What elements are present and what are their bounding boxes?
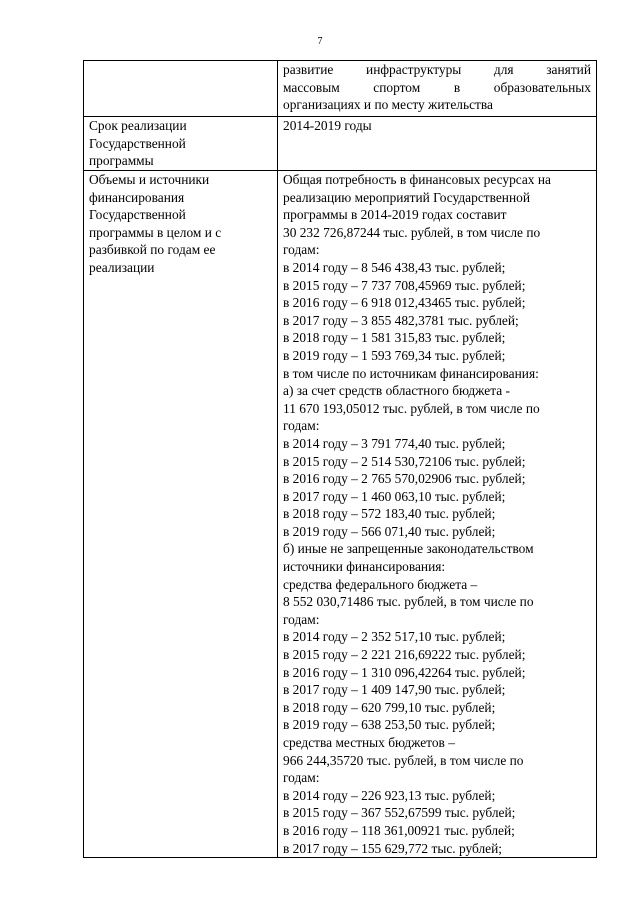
text-line: в 2014 году – 3 791 774,40 тыс. рублей; [283,435,506,451]
text-line: в 2016 году – 1 310 096,42264 тыс. рублей; [283,664,526,680]
text-line: Срок реализации [89,118,187,133]
text-line: в 2016 году – 6 918 012,43465 тыс. рублей; [283,295,526,311]
text-line: годам: [283,418,320,434]
label-cell-period [84,117,278,171]
text-line: средства местных бюджетов – [283,735,455,750]
text-line: источники финансирования: [283,559,446,575]
text-line: в 2017 году – 1 409 147,90 тыс. рублей; [283,682,506,698]
text-line: 11 670 193,05012 тыс. рублей, в том числе по [283,400,540,416]
text-line: 30 232 726,87244 тыс. рублей, в том числе по [283,224,541,240]
text-line: в 2018 году – 620 799,10 тыс. рублей; [283,699,496,715]
text-line: развитие инфраструктуры для занятий [283,62,591,77]
text-line: а) за счет средств областного бюджета - [283,383,510,399]
text-line: программы [89,153,154,169]
text-line: в 2016 году – 118 361,00921 тыс. рублей; [283,822,515,838]
text-line: в 2014 году – 8 546 438,43 тыс. рублей; [283,259,506,275]
text-line: Общая потребность в финансовых ресурсах на [283,172,551,187]
program-passport-table [83,60,597,858]
text-line: реализации [89,259,155,275]
value-cell-period [278,117,597,171]
text-line: Государственной [89,207,186,223]
text-line: в 2017 году – 155 629,772 тыс. рублей; [283,840,502,856]
text-line: Государственной [89,135,186,151]
text-line: массовым спортом в образовательных [283,79,591,95]
text-line: программы в целом и с [89,224,222,240]
text-line: в 2017 году – 1 460 063,10 тыс. рублей; [283,488,506,504]
text-line: в 2015 году – 367 552,67599 тыс. рублей; [283,805,516,821]
text-line: разбивкой по годам ее [89,242,216,258]
label-cell-empty [84,61,278,117]
text-line: финансирования [89,189,185,205]
text-line: в 2019 году – 638 253,50 тыс. рублей; [283,717,496,733]
table-row-financing [84,171,597,858]
text-line: в 2019 году – 1 593 769,34 тыс. рублей; [283,347,506,363]
table-row-period [84,117,597,171]
text-line: в 2015 году – 2 514 530,72106 тыс. рублей; [283,453,526,469]
text-line: средства федерального бюджета – [283,576,478,592]
text-line: годам: [283,770,320,786]
value-cell-goals [278,61,597,117]
text-line: в 2018 году – 1 581 315,83 тыс. рублей; [283,330,506,346]
label-cell-financing [84,171,278,858]
text-line: в 2016 году – 2 765 570,02906 тыс. рублей; [283,471,526,487]
text-line: б) иные не запрещенные законодательством [283,541,534,557]
text-line: Объемы и источники [89,172,210,187]
text-line: в 2015 году – 2 221 216,69222 тыс. рублей; [283,647,526,663]
text-line: в 2018 году – 572 183,40 тыс. рублей; [283,506,496,522]
text-line: 8 552 030,71486 тыс. рублей, в том числе по [283,594,534,610]
text-line: в 2014 году – 226 923,13 тыс. рублей; [283,787,496,803]
page-number: 7 [317,36,323,47]
table-row-goals [84,61,597,117]
text-line: реализацию мероприятий Государственной [283,189,530,205]
text-line: в 2017 году – 3 855 482,3781 тыс. рублей; [283,312,519,328]
text-line: годам: [283,611,320,627]
text-line: в том числе по источникам финансирования: [283,365,539,381]
value-cell-financing [278,171,597,858]
text-line: 2014-2019 годы [283,118,372,133]
text-line: в 2014 году – 2 352 517,10 тыс. рублей; [283,629,506,645]
text-line: в 2015 году – 7 737 708,45969 тыс. рублей; [283,277,526,293]
text-line: годам: [283,242,320,258]
text-line: в 2019 году – 566 071,40 тыс. рублей; [283,523,496,539]
text-line: 966 244,35720 тыс. рублей, в том числе по [283,752,524,768]
text-line: программы в 2014-2019 годах составит [283,207,507,223]
text-line: организациях и по месту жительства [283,97,493,113]
